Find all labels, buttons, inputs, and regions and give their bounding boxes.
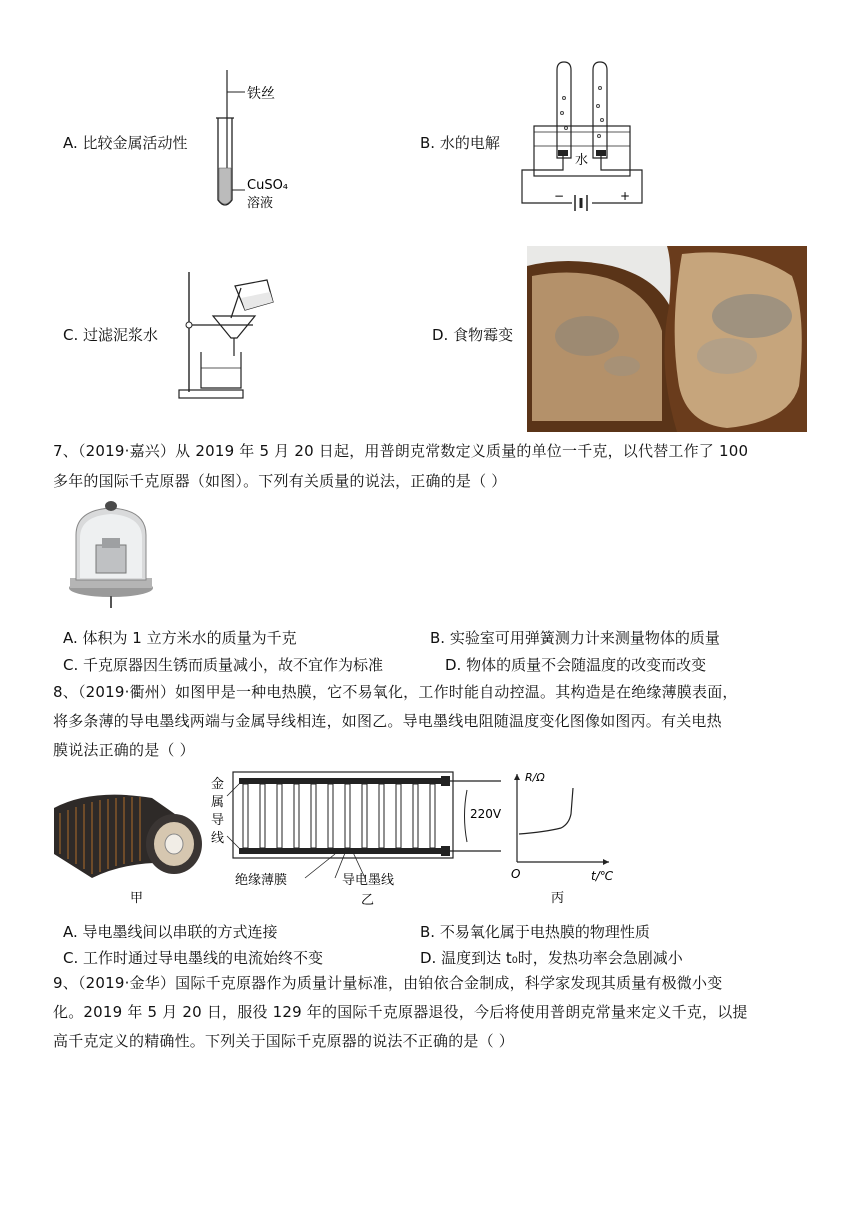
y-axis-label: R/Ω <box>525 771 545 784</box>
q7-option-c: C. 千克原器因生锈而质量减小，故不宜作为标准 <box>63 656 384 674</box>
option-a-label: A. 比较金属活动性 <box>63 134 188 152</box>
ink-line-label: 导电墨线 <box>342 873 395 888</box>
figure-bing-label: 丙 <box>551 891 565 906</box>
solution-label-1: CuSO₄ <box>247 178 289 193</box>
solution-label-2: 溶液 <box>247 196 274 211</box>
q9-stem-line-3: 高千克定义的精确性。下列关于国际千克原器的说法不正确的是（ ） <box>53 1032 514 1050</box>
option-b-label: B. 水的电解 <box>420 134 500 152</box>
q7-option-b: B. 实验室可用弹簧测力计来测量物体的质量 <box>430 629 720 647</box>
q7-stem-line-1: 7、（2019·嘉兴）从 2019 年 5 月 20 日起，用普朗克常数定义质量的单位一千克，以代替工作了 100 <box>53 442 749 460</box>
moldy-bread-photo <box>527 246 807 432</box>
x-axis-label: t/℃ <box>591 869 614 883</box>
q7-option-d: D. 物体的质量不会随温度的改变而改变 <box>445 656 707 674</box>
heating-film-roll-figure <box>52 768 212 908</box>
metal-wire-char-3: 导 <box>211 813 225 828</box>
q7-stem-line-2: 多年的国际千克原器（如图）。下列有关质量的说法，正确的是（ ） <box>53 472 507 490</box>
water-label: 水 <box>575 153 589 168</box>
heating-film-structure-figure <box>205 766 505 908</box>
voltage-label: 220V <box>470 807 502 821</box>
option-d-label: D. 食物霉变 <box>432 326 514 344</box>
iron-wire-test-tube-figure <box>200 68 320 218</box>
q8-option-d: D. 温度到达 t₀时，发热功率会急剧减小 <box>420 949 683 967</box>
metal-wire-char-4: 线 <box>211 831 225 846</box>
origin-label: O <box>511 867 521 881</box>
q8-stem-line-1: 8、（2019·衢州）如图甲是一种电热膜，它不易氧化，工作时能自动控温。其构造是在绝缘薄膜表面， <box>53 683 738 701</box>
q7-option-a: A. 体积为 1 立方米水的质量为千克 <box>63 629 297 647</box>
resistance-temperature-graph <box>505 768 615 908</box>
filtration-apparatus-figure <box>175 268 285 404</box>
kilogram-prototype-photo <box>66 500 156 610</box>
insulating-film-label: 绝缘薄膜 <box>235 873 288 888</box>
metal-wire-char-2: 属 <box>211 795 225 810</box>
q8-stem-line-3: 膜说法正确的是（ ） <box>53 741 195 759</box>
plus-label: + <box>620 189 631 203</box>
q8-stem-line-2: 将多条薄的导电墨线两端与金属导线相连，如图乙。导电墨线电阻随温度变化图像如图丙。有关电热 <box>53 712 722 730</box>
electrolysis-apparatus-figure <box>512 58 652 218</box>
option-c-label: C. 过滤泥浆水 <box>63 326 159 344</box>
figure-yi-label: 乙 <box>361 893 375 908</box>
q9-stem-line-1: 9、（2019·金华）国际千克原器作为质量计量标准，由铂依合金制成，科学家发现其质量有极微小变 <box>53 974 723 992</box>
q8-option-b: B. 不易氧化属于电热膜的物理性质 <box>420 923 650 941</box>
q9-stem-line-2: 化。2019 年 5 月 20 日，服役 129 年的国际千克原器退役，今后将使用普朗克常量来定义千克，以提 <box>53 1003 748 1021</box>
figure-jia-label: 甲 <box>130 891 144 906</box>
minus-label: − <box>554 189 565 203</box>
metal-wire-char-1: 金 <box>211 777 225 792</box>
q8-option-a: A. 导电墨线间以串联的方式连接 <box>63 923 278 941</box>
wire-label: 铁丝 <box>247 86 275 102</box>
q8-option-c: C. 工作时通过导电墨线的电流始终不变 <box>63 949 324 967</box>
